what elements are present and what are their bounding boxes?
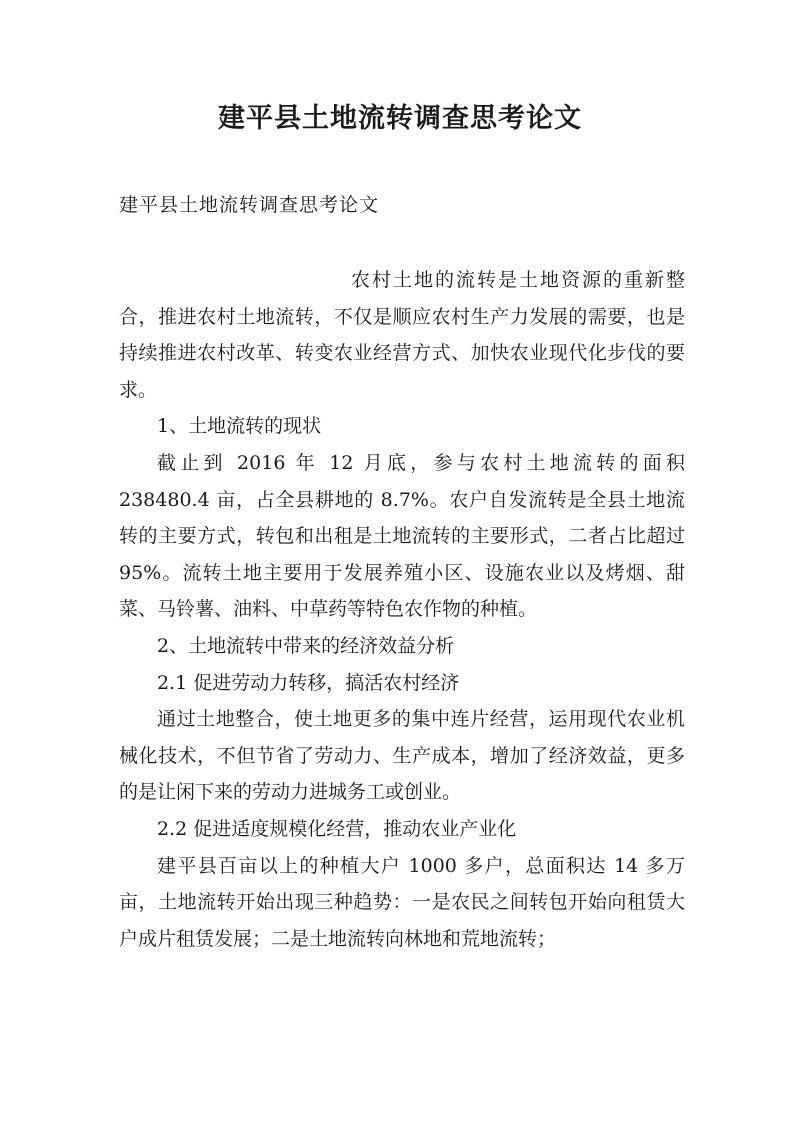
- document-subtitle: 建平县土地流转调查思考论文: [119, 194, 380, 216]
- intro-paragraph: 农村土地的流转是土地资源的重新整合，推进农村土地流转，不仅是顺应农村生产力发展的需要，也是持续推进农村改革、转变农业经营方式、加快农业现代化步伐的要求。: [119, 269, 685, 401]
- subsection-heading-scale: 2.2 促进适度规模化经营，推动农业产业化: [157, 817, 517, 840]
- labor-paragraph: 通过土地整合，使土地更多的集中连片经营，运用现代农业机械化技术，不但节省了劳动力、生产成本，增加了经济效益，更多的是让闲下来的劳动力进城务工或创业。: [119, 708, 685, 804]
- section-heading-status: 1、土地流转的现状: [157, 415, 322, 438]
- document-title: 建平县土地流转调查思考论文: [218, 103, 582, 134]
- status-paragraph: 截止到 2016 年 12 月底，参与农村土地流转的面积 238480.4 亩，占全县耕地的 8.7%。农户自发流转是全县土地流转的主要方式，转包和出租是土地流转的主要形式，二者占比超过 95%。流转土地主要用于发展养殖小区、设施农业以及烤烟、甜菜、马铃薯、油料、中草药等特色农作物的种植。: [119, 451, 685, 621]
- document-body: [119, 262, 685, 957]
- scale-paragraph: 建平县百亩以上的种植大户 1000 多户，总面积达 14 多万亩，土地流转开始出现三种趋势：一是农民之间转包开始向租赁大户成片租赁发展；二是土地流转向林地和荒地流转；: [119, 854, 685, 950]
- section-heading-benefits: 2、土地流转中带来的经济效益分析: [157, 634, 455, 657]
- subsection-heading-labor: 2.1 促进劳动力转移，搞活农村经济: [157, 671, 460, 694]
